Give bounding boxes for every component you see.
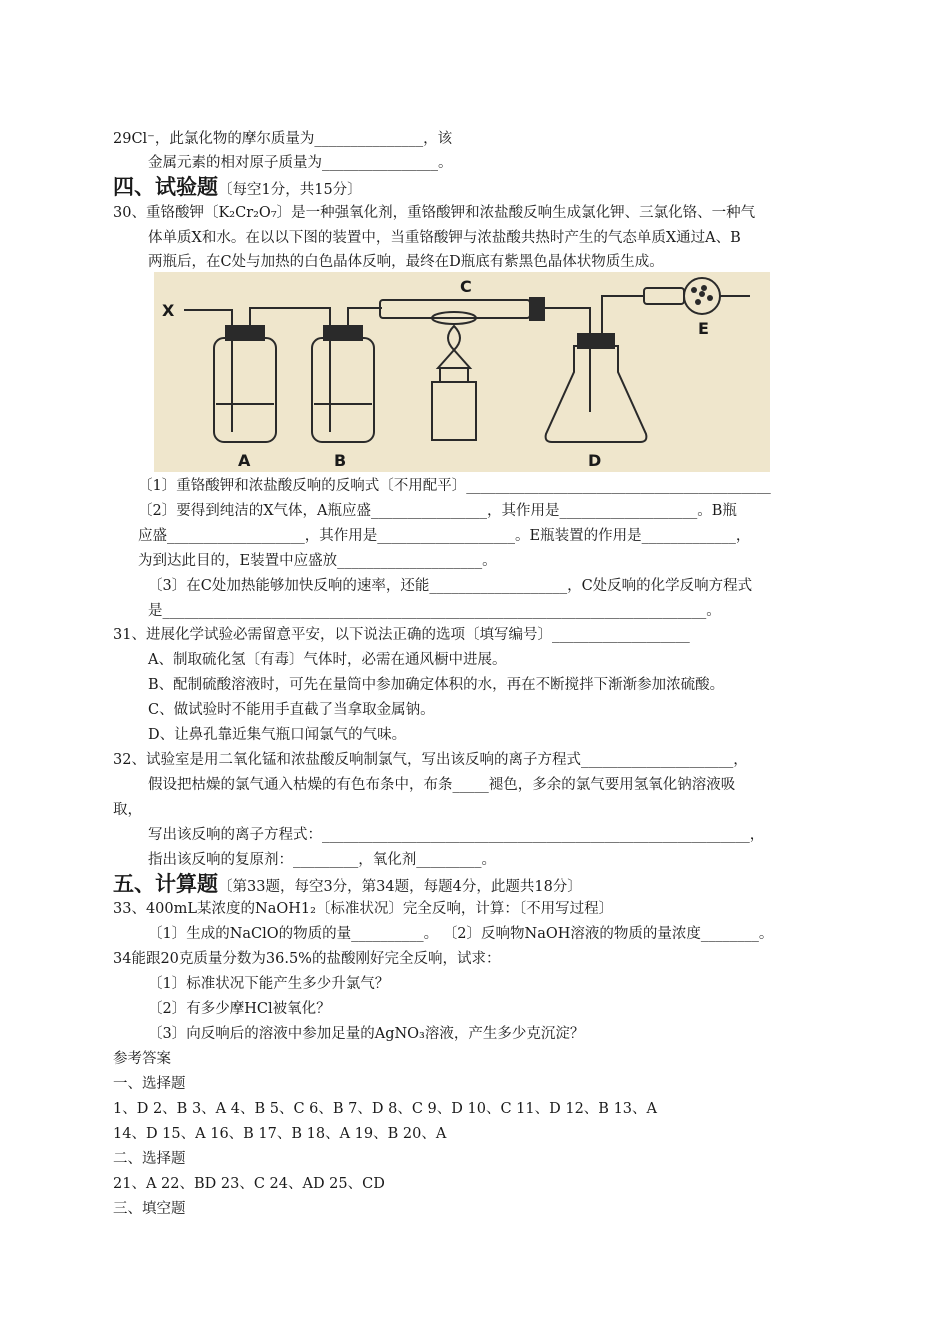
line-q30-part-2b: 应盛___________________，其作用是___________________。E瓶装置的作用是_____________， xyxy=(138,528,751,544)
line-q30-stem-1: 30、重铬酸钾〔K₂Cr₂O₇〕是一种强氧化剂，重铬酸钾和浓盐酸反响生成氯化钾、三氯化铬、一种气 xyxy=(113,205,756,221)
burner-base xyxy=(432,382,476,440)
line-q34-part-1: 〔1〕标准状况下能产生多少升氯气？ xyxy=(148,976,390,992)
line-q32-stem-3: 取， xyxy=(113,802,142,818)
stopper-c xyxy=(530,298,544,320)
answers-heading: 参考答案 xyxy=(113,1051,171,1067)
section-4-note: 〔每空1分，共15分〕 xyxy=(218,182,362,198)
burner-neck xyxy=(440,368,468,382)
line-q31-option-b: B、配制硫酸溶液时，可先在量筒中参加确定体积的水，再在不断搅拌下渐渐参加浓硫酸。 xyxy=(148,677,725,693)
line-q33-stem: 33、400mL某浓度的NaOH1₂〔标准状况〕完全反响，计算：〔不用写过程〕 xyxy=(113,901,614,917)
tube-d-to-e xyxy=(602,296,644,334)
section-4-heading xyxy=(113,172,362,205)
bottle-a xyxy=(214,338,276,442)
line-q32-stem-1: 32、试验室是用二氧化锰和浓盐酸反响制氯气，写出该反响的离子方程式_____________________， xyxy=(113,752,748,768)
granule xyxy=(701,285,707,291)
answers-section-1: 一、选择题 xyxy=(113,1076,186,1092)
granule xyxy=(707,295,713,301)
granule xyxy=(699,291,705,297)
granule xyxy=(691,287,697,293)
label-c: C xyxy=(460,277,472,296)
stopper-d xyxy=(578,334,614,348)
line-q32-stem-2: 假设把枯燥的氯气通入枯燥的有色布条中，布条_____褪色，多余的氯气要用氢氧化钠溶液吸 xyxy=(148,777,736,793)
label-a: A xyxy=(238,451,251,470)
line-q30-stem-3: 两瓶后，在C处与加热的白色晶体反响，最终在D瓶底有紫黑色晶体状物质生成。 xyxy=(148,254,664,270)
label-d: D xyxy=(588,451,602,470)
apparatus-drawing xyxy=(154,272,770,472)
label-b: B xyxy=(334,451,347,470)
line-q30-part-3b: 是___________________________________________________________________________。 xyxy=(148,603,721,619)
answers-mc-1: 1、D 2、B 3、A 4、B 5、C 6、B 7、D 8、C 9、D 10、C 11、D 12、B 13、A xyxy=(113,1101,657,1117)
line-q30-part-2c: 为到达此目的，E装置中应盛放____________________。 xyxy=(138,553,497,569)
answers-mc-3: 21、A 22、BD 23、C 24、AD 25、CD xyxy=(113,1176,385,1192)
flask-d xyxy=(546,346,647,442)
line-q34-part-3: 〔3〕向反响后的溶液中参加足量的AgNO₃溶液，产生多少克沉淀？ xyxy=(148,1026,585,1042)
line-q30-stem-2: 体单质X和水。在以以下图的装置中，当重铬酸钾与浓盐酸共热时产生的气态单质X通过A、B xyxy=(148,230,741,246)
line-q30-part-3a: 〔3〕在C处加热能够加快反响的速率，还能___________________，C处反响的化学反响方程式 xyxy=(148,578,753,594)
label-x: X xyxy=(162,301,175,320)
stopper-b xyxy=(324,326,362,340)
line-q31-stem: 31、进展化学试验必需留意平安，以下说法正确的选项〔填写编号〕___________________ xyxy=(113,627,690,643)
section-5-title: 五、计算题 xyxy=(113,872,218,896)
line-q31-option-a: A、制取硫化氢〔有毒〕气体时，必需在通风橱中进展。 xyxy=(148,652,507,668)
answers-section-2: 二、选择题 xyxy=(113,1151,186,1167)
line-q32-agents: 指出该反响的复原剂：_________，氧化剂_________。 xyxy=(148,852,496,868)
tube-b-to-c xyxy=(348,308,382,326)
answers-section-3: 三、填空题 xyxy=(113,1201,186,1217)
section-5-note: 〔第33题，每空3分，第34题，每题4分，此题共18分〕 xyxy=(218,879,582,895)
answers-mc-2: 14、D 15、A 16、B 17、B 18、A 19、B 20、A xyxy=(113,1126,447,1142)
tube-e xyxy=(644,288,684,304)
label-e: E xyxy=(698,319,709,338)
line-q30-part-1: 〔1〕重铬酸钾和浓盐酸反响的反响式〔不用配平〕__________________________________________ xyxy=(138,478,771,494)
line-q30-part-2a: 〔2〕要得到纯洁的X气体，A瓶应盛________________，其作用是___________________。B瓶 xyxy=(138,503,737,519)
stopper-a xyxy=(226,326,264,340)
line-q33-parts: 〔1〕生成的NaClO的物质的量__________。 〔2〕反响物NaOH溶液的物质的量浓度________。 xyxy=(148,926,774,942)
bottle-b xyxy=(312,338,374,442)
flame xyxy=(448,326,460,350)
line-q34-stem: 34能跟20克质量分数为36.5%的盐酸刚好完全反响，试求： xyxy=(113,951,501,967)
section-4-title: 四、试验题 xyxy=(113,175,218,199)
line-q31-option-d: D、让鼻孔靠近集气瓶口闻氯气的气味。 xyxy=(148,727,407,743)
line-q32-ionic-equation: 写出该反响的离子方程式：___________________________________________________________， xyxy=(148,827,765,843)
granule xyxy=(695,299,701,305)
line-q34-part-2: 〔2〕有多少摩HCl被氧化？ xyxy=(148,1001,331,1017)
burner-top xyxy=(438,350,470,368)
tube-c-to-d xyxy=(544,308,590,412)
tube-c xyxy=(380,300,530,318)
line-q29-molar-mass: 29Cl⁻，此氯化物的摩尔质量为_______________，该 xyxy=(113,131,453,147)
line-q29-atomic-mass: 金属元素的相对原子质量为________________。 xyxy=(148,155,453,171)
line-q31-option-c: C、做试验时不能用手直截了当拿取金属钠。 xyxy=(148,702,435,718)
apparatus-figure xyxy=(154,272,770,472)
